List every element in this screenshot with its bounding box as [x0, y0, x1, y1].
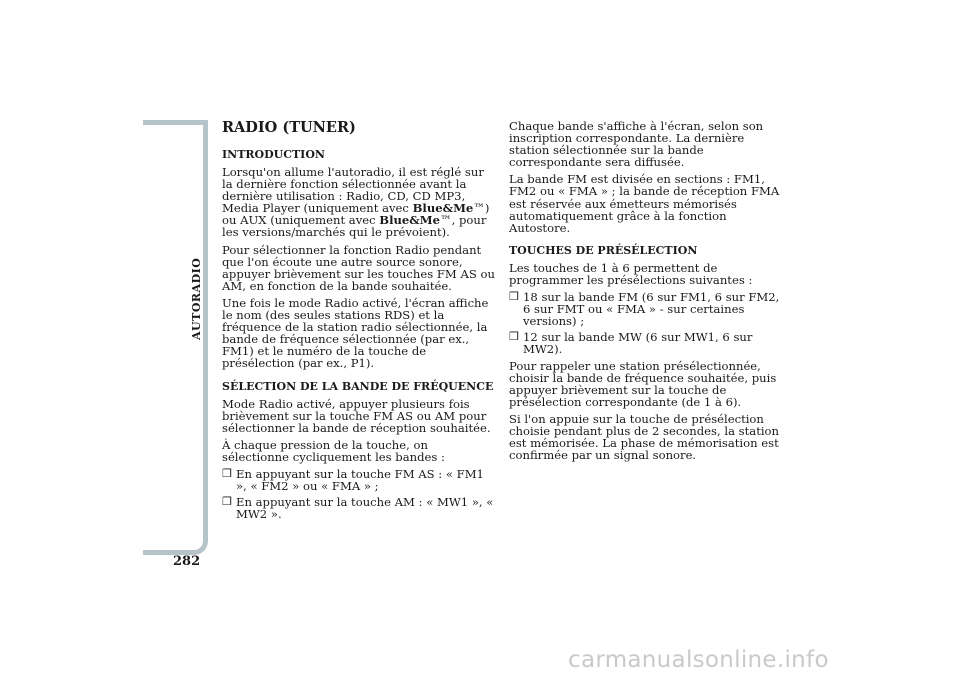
fm-sections-paragraph: La bande FM est divisée en sections : FM1, FM2 ou « FMA » ; la bande de réception FMA est réservée aux émetteurs mémorisés automatiquement grâce à la fonction Autostore.	[509, 172, 780, 235]
band-paragraph-1: Mode Radio activé, appuyer plusieurs fois brièvement sur la touche FM AS ou AM pour sélectionner la bande de réception souhaitée.	[222, 396, 491, 435]
checkbox-bullet-icon: ❒	[222, 495, 232, 509]
list-item: ❒ En appuyant sur la touche FM AS : « FM1 », « FM2 » ou « FMA » ;	[222, 466, 484, 494]
list-item: ❒ En appuyant sur la touche AM : « MW1 », « MW2 ».	[222, 495, 494, 522]
checkbox-bullet-icon: ❒	[509, 330, 519, 344]
intro-paragraph-2: Pour sélectionner la fonction Radio pendant que l'on écoute une autre source sonore, appuyer brièvement sur les touches FM AS ou AM, en fonction de la bande souhaitée.	[222, 242, 495, 293]
band-display-paragraph: Chaque bande s'affiche à l'écran, selon son inscription correspondante. La dernière station sélectionnée sur la bande correspondante sera diffusée.	[509, 119, 764, 170]
left-column	[222, 120, 497, 524]
band-selection-heading: SÉLECTION DE LA BANDE DE FRÉQUENCE	[222, 379, 494, 393]
intro-paragraph-3: Une fois le mode Radio activé, l'écran affiche le nom (des seules stations RDS) et la fréquence de la station radio sélectionnée, la bande de fréquence sélectionnée (par ex., FM1) et le numéro de la touche de présélection (par ex., P1).	[222, 295, 489, 371]
checkbox-bullet-icon: ❒	[222, 466, 232, 480]
right-column	[509, 120, 784, 466]
preset-paragraph-1: Les touches de 1 à 6 permettent de programmer les présélections suivantes :	[509, 260, 753, 287]
intro-paragraph-1: Lorsqu'on allume l'autoradio, il est réglé sur la dernière fonction sélectionnée avant la dernière utilisation : Radio, CD, CD MP3, Media Player (uniquement avec Blue&Me™) ou AUX (uniquement avec Blue&Me™, pour les versions/marchés qui le prévoient).	[222, 165, 490, 240]
band-paragraph-2: À chaque pression de la touche, on sélectionne cycliquement les bandes :	[222, 437, 445, 464]
checkbox-bullet-icon: ❒	[509, 290, 519, 304]
list-item: ❒ 18 sur la bande FM (6 sur FM1, 6 sur FM2, 6 sur FMT ou « FMA » - sur certaines versions) ;	[509, 290, 780, 329]
list-item: ❒ 12 sur la bande MW (6 sur MW1, 6 sur MW2).	[509, 330, 753, 357]
page-title: RADIO (TUNER)	[222, 119, 356, 136]
page-number: 282	[173, 554, 201, 569]
watermark: carmanualsonline.info	[568, 647, 829, 673]
preset-heading: TOUCHES DE PRÉSÉLECTION	[509, 243, 698, 257]
preset-paragraph-3: Si l'on appuie sur la touche de présélection choisie pendant plus de 2 secondes, la station est mémorisée. La phase de mémorisation est confirmée par un signal sonore.	[509, 411, 780, 463]
section-side-label: AUTORADIO	[190, 257, 203, 340]
intro-heading: INTRODUCTION	[222, 148, 325, 161]
preset-paragraph-2: Pour rappeler une station présélectionnée, choisir la bande de fréquence souhaitée, puis appuyer brièvement sur la touche de présélection correspondante (de 1 à 6).	[509, 358, 777, 409]
